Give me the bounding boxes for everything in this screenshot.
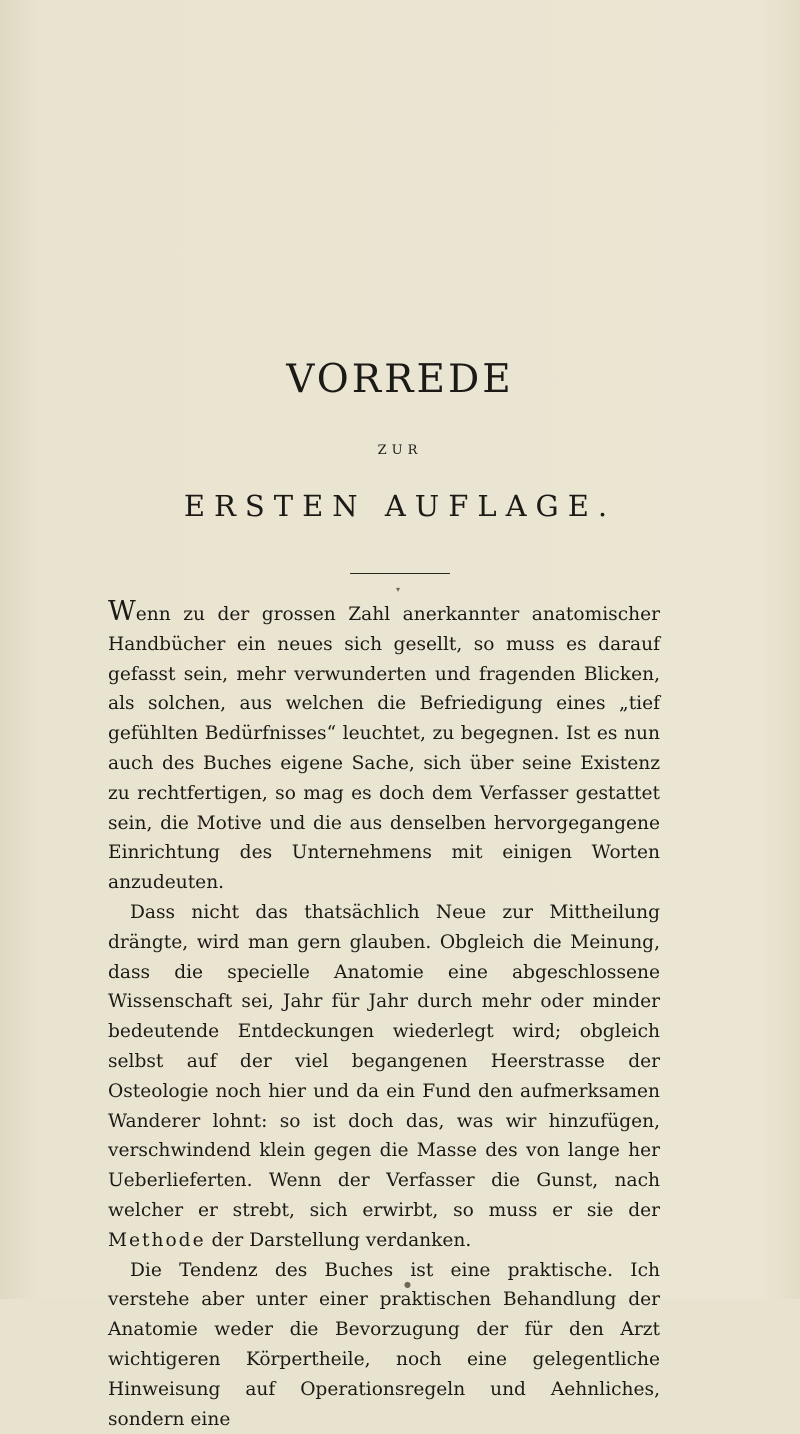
paragraph-3-text: Die Tendenz des Buches ist eine praktische. Ich verstehe aber unter einer praktischen Behandlung der Anatomie weder die Bevorzugung der für den Arzt wichtigeren Körpertheile, noch eine gelegentliche Hinweisung auf Operationsregeln und Aehnliches, sondern eine: [108, 1259, 660, 1430]
subtitle-large: ERSTEN AUFLAGE.: [183, 489, 617, 523]
dropcap-letter: W: [108, 596, 136, 627]
print-speck-bottom: ●: [404, 1280, 411, 1289]
paragraph-2-text: Dass nicht das thatsächlich Neue zur Mittheilung drängte, wird man gern glauben. Obgleich die Meinung, dass die specielle Anatomie eine abgeschlossene Wissenschaft sei, Jahr für Jahr durch mehr oder minder bedeutende Entdeckungen wiederlegt wird; obgleich selbst auf der viel begangenen Heerstrasse der Osteologie noch hier und da ein Fund den aufmerksamen Wanderer lohnt: so ist doch das, was wir hinzufügen, verschwindend klein gegen die Masse des von lange her Ueberlieferten. Wenn der Verfasser die Gunst, nach welcher er strebt, sich erwirbt, so muss er sie der: [108, 901, 660, 1221]
divider-rule: [350, 573, 450, 574]
paragraph-1: [108, 596, 660, 898]
paragraph-1-text: enn zu der grossen Zahl anerkannter anatomischer Handbücher ein neues sich gesellt, so muss es darauf gefasst sein, mehr verwunderten und fragenden Blicken, als solchen, aus welchen die Befriedigung eines „tief gefühlten Bedürfnisses“ leuchtet, zu begegnen. Ist es nun auch des Buches eigene Sache, sich über seine Existenz zu rechtfertigen, so mag es doch dem Verfasser gestattet sein, die Motive und die aus denselben hervorgegangene Einrichtung des Unternehmens mit einigen Worten anzudeuten.: [108, 604, 660, 894]
emphasis-methode: Methode: [108, 1229, 206, 1251]
subtitle-small: ZUR: [377, 443, 423, 458]
paragraph-2: [108, 898, 660, 1256]
paragraph-3: [108, 1256, 660, 1434]
body-text: [108, 596, 660, 1434]
print-speck: ▾: [396, 585, 401, 594]
page-title: VORREDE: [286, 357, 514, 402]
paragraph-2-end: der Darstellung verdanken.: [211, 1229, 472, 1251]
